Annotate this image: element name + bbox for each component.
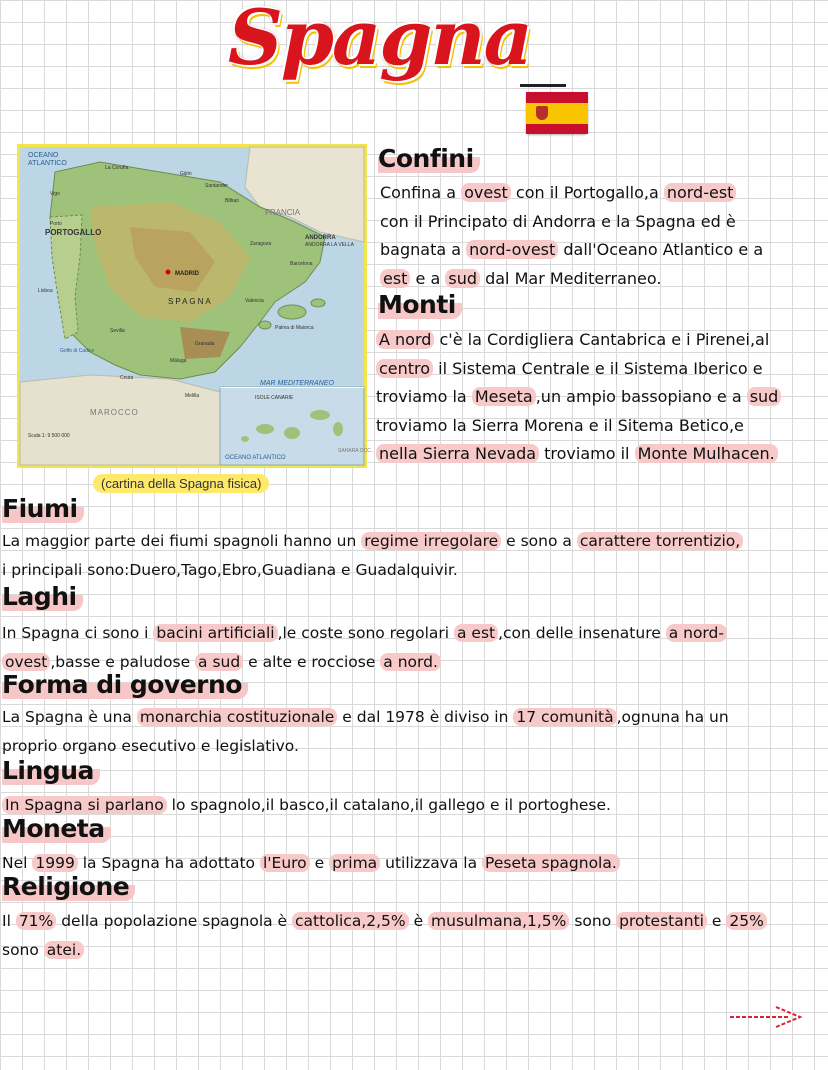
svg-text:Santander: Santander: [205, 183, 229, 189]
heading-lingua: Lingua: [2, 756, 100, 785]
heading-confini: Confini: [378, 144, 480, 173]
svg-text:ANDORRA: ANDORRA: [305, 235, 336, 241]
confini-text: Confina a ovest con il Portogallo,a nord-est con il Principato di Andorra e la Spagna ed è bagnata a nord-ovest dall'Oceano Atlantico e a est e a sud dal Mar Mediterraneo.: [380, 183, 764, 288]
svg-text:Valencia: Valencia: [245, 298, 264, 304]
svg-text:Málaga: Málaga: [170, 358, 187, 364]
lingua-text: In Spagna si parlano lo spagnolo,il basco,il catalano,il gallego e il portoghese.: [2, 791, 611, 820]
map-label-portugal: PORTOGALLO: [45, 228, 102, 237]
svg-text:Scala 1: 9 500 000: Scala 1: 9 500 000: [28, 433, 70, 439]
heading-fiumi: Fiumi: [2, 494, 84, 523]
map-label-ocean: OCEANO: [28, 152, 59, 159]
spain-flag-icon: [526, 92, 588, 134]
heading-governo: Forma di governo: [2, 670, 248, 699]
svg-text:Ceuta: Ceuta: [120, 375, 134, 381]
heading-moneta: Moneta: [2, 814, 111, 843]
svg-text:Granada: Granada: [195, 341, 215, 347]
moneta-text: Nel 1999 la Spagna ha adottato l'Euro e prima utilizzava la Peseta spagnola.: [2, 849, 620, 878]
map-caption: (cartina della Spagna fisica): [93, 474, 269, 493]
monti-text: A nord c'è la Cordigliera Cantabrica e i Pirenei,al centro il Sistema Centrale e il Sistema Iberico e troviamo la Meseta ,un ampio bassopiano e a sud troviamo la Sierra Morena e il Sitema Betico,e nella Sierra Nevada troviamo il Monte Mulhacen.: [376, 326, 781, 469]
title-underline: [520, 84, 566, 87]
map-label-mediterranean: MAR MEDITERRANEO: [260, 380, 334, 387]
svg-text:ISOLE CANARIE: ISOLE CANARIE: [255, 395, 294, 401]
svg-text:Gijón: Gijón: [180, 171, 192, 177]
svg-text:La Coruña: La Coruña: [105, 165, 129, 171]
svg-text:Vigo: Vigo: [50, 191, 60, 197]
svg-text:Zaragoza: Zaragoza: [250, 241, 272, 247]
svg-text:Melilla: Melilla: [185, 393, 200, 399]
laghi-text: In Spagna ci sono i bacini artificiali ,le coste sono regolari a est ,con delle insenature a nord- ovest ,basse e paludose a sud e alte e rocciose a nord.: [2, 619, 727, 676]
svg-text:Golfo di Cadice: Golfo di Cadice: [60, 348, 95, 354]
svg-text:ANDORRA LA VELLA: ANDORRA LA VELLA: [305, 242, 354, 248]
religione-text: Il 71% della popolazione spagnola è cattolica,2,5% è musulmana,1,5% sono protestanti e 25% sono atei.: [2, 907, 767, 964]
svg-text:OCEANO ATLANTICO: OCEANO ATLANTICO: [225, 455, 286, 461]
fiumi-text: La maggior parte dei fiumi spagnoli hanno un regime irregolare e sono a carattere torrentizio, i principali sono:Duero,Tago,Ebro,Guadiana e Guadalquivir.: [2, 527, 743, 584]
page-title: Spagna: [228, 0, 531, 82]
svg-text:Bilbao: Bilbao: [225, 198, 239, 204]
map-label-morocco: MAROCCO: [90, 408, 139, 417]
next-page-arrow-icon[interactable]: [728, 1004, 804, 1030]
governo-text: La Spagna è una monarchia costituzionale e dal 1978 è diviso in 17 comunità ,ognuna ha un proprio organo esecutivo e legislativo.: [2, 708, 729, 755]
heading-religione: Religione: [2, 872, 135, 901]
map-label-madrid: MADRID: [175, 271, 199, 277]
spain-physical-map: [17, 144, 373, 468]
heading-laghi: Laghi: [2, 582, 83, 611]
svg-text:SAHARA OCC.: SAHARA OCC.: [338, 448, 373, 454]
svg-text:Sevilla: Sevilla: [110, 328, 125, 334]
map-label-france: FRANCIA: [265, 208, 301, 217]
svg-text:Porto: Porto: [50, 221, 62, 227]
svg-text:Barcelona: Barcelona: [290, 261, 313, 267]
svg-text:Lisboa: Lisboa: [38, 288, 53, 294]
svg-text:ATLANTICO: ATLANTICO: [28, 160, 67, 167]
heading-monti: Monti: [378, 290, 462, 319]
svg-text:Palma di Maiorca: Palma di Maiorca: [275, 325, 314, 331]
map-label-spain: SPAGNA: [168, 297, 213, 306]
